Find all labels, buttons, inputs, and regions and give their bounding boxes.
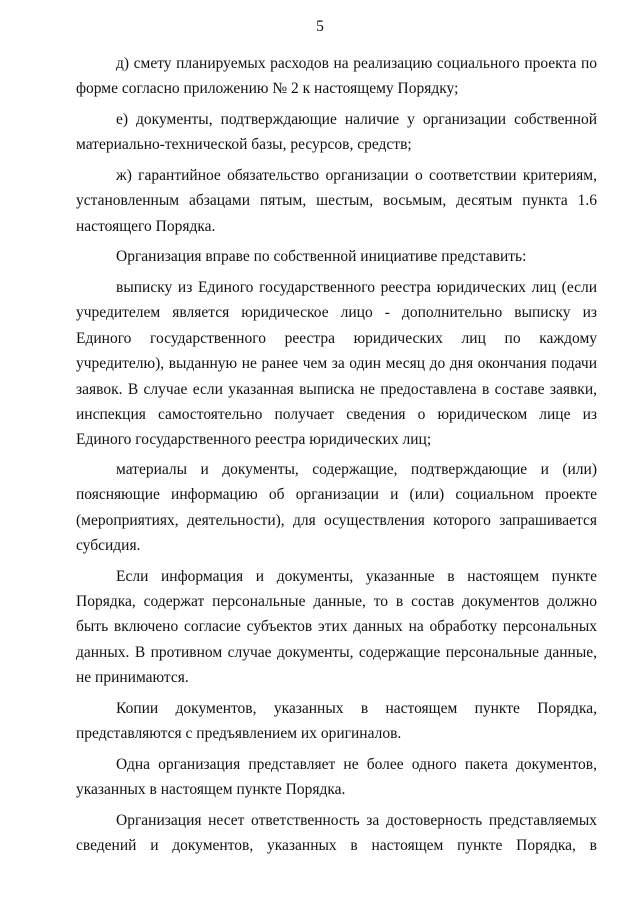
page-number: 5 <box>316 18 324 35</box>
paragraph-responsibility: Организация несет ответственность за достоверность представляемых сведений и документов, указанных в настоящем пункте Порядка, в <box>76 811 597 855</box>
paragraph-zh: ж) гарантийное обязательство организации о соответствии критериям, установленным абзацами пятым, шестым, восьмым, десятым пункта 1.6 настоящего Порядка. <box>76 167 597 235</box>
document-body <box>76 51 597 864</box>
paragraph-e: е) документы, подтверждающие наличие у организации собственной материально-технической базы, ресурсов, средств; <box>76 111 597 154</box>
paragraph-copies: Копии документов, указанных в настоящем пункте Порядка, представляются с предъявлением их оригиналов. <box>76 699 597 743</box>
paragraph-optional-intro: Организация вправе по собственной инициативе представить: <box>116 248 527 266</box>
paragraph-d: д) смету планируемых расходов на реализацию социального проекта по форме согласно приложению № 2 к настоящему Порядку; <box>76 55 597 98</box>
paragraph-materials: материалы и документы, содержащие, подтверждающие и (или) поясняющие информацию об организации и (или) социальном проекте (мероприятиях, деятельности), для осуществления которого запрашивается субсидия. <box>76 460 597 555</box>
paragraph-one-package: Одна организация представляет не более одного пакета документов, указанных в настоящем пункте Порядка. <box>76 755 597 799</box>
paragraph-personal-data: Если информация и документы, указанные в настоящем пункте Порядка, содержат персональные данные, то в состав документов должно быть включено согласие субъектов этих данных на обработку персональных данных. В противном случае документы, содержащие персональные данные, не принимаются. <box>76 567 597 687</box>
paragraph-registry-extract: выписку из Единого государственного реестра юридических лиц (если учредителем является юридическое лицо - дополнительно выписку из Единого государственного реестра юридических лиц по каждому учредителю), выданную не ранее чем за один месяц до дня окончания подачи заявок. В случае если указанная выписка не предоставлена в составе заявки, инспекция самостоятельно получает сведения о юридическом лице из Единого государственного реестра юридических лиц; <box>76 279 597 449</box>
